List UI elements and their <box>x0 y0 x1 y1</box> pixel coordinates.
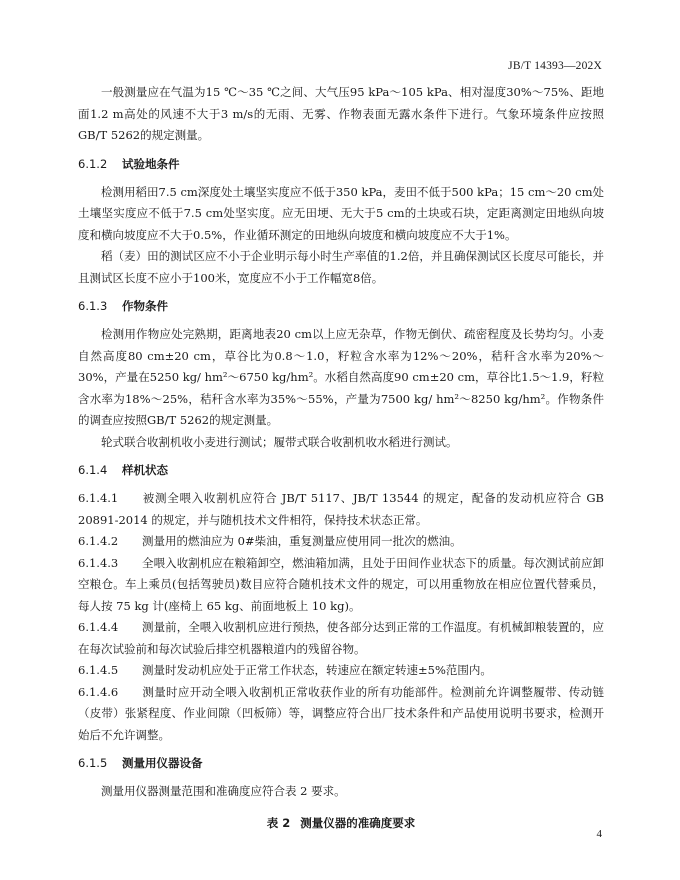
page-number: 4 <box>596 828 602 840</box>
paragraph: 检测用作物应处完熟期，距离地表20 cm以上应无杂草，作物无倒伏、疏密程度及长势均匀。小麦自然高度80 cm±20 cm，草谷比为0.8～1.0，籽粒含水率为12%～20%，秸秆含水率为20%～30%，产量在5250 kg/ hm²～6750 kg/hm²。水稻自然高度90 cm±20 cm，草谷比1.5～1.9，籽粒含水率为18%～25%，秸秆含水率为35%～55%，产量为7500 kg/ hm²～8250 kg/hm²。作物条件的调查应按照GB/T 5262的规定测量。 <box>78 327 604 427</box>
list-item <box>78 660 604 682</box>
section-heading-6-1-4 <box>78 461 604 479</box>
item-number: 6.1.4.3 <box>78 555 119 570</box>
list-item <box>78 553 604 618</box>
table-caption <box>78 815 604 831</box>
paragraph: 稻（麦）田的测试区应不小于企业明示每小时生产率值的1.2倍，并且确保测试区长度尽可能长，并且测试区长度不应小于100米，宽度应不小于工作幅宽8倍。 <box>78 249 604 285</box>
section-number: 6.1.2 <box>78 156 108 171</box>
section-number: 6.1.4 <box>78 463 108 477</box>
item-number: 6.1.4.6 <box>78 684 119 699</box>
item-text: 测量时应开动全喂入收割机正常收获作业的所有功能部件。检测前允许调整履带、传动链（皮带）张紧程度、作业间隙（凹板筛）等，调整应符合出厂技术条件和产品使用说明书要求，检测开始后不允许调整。 <box>78 684 604 742</box>
table-title: 测量仪器的准确度要求 <box>300 815 416 830</box>
table-label: 表 2 <box>266 815 291 830</box>
item-number: 6.1.4.5 <box>78 663 119 677</box>
item-text: 测量时发动机应处于正常工作状态，转速应在额定转速±5%范围内。 <box>142 663 492 677</box>
paragraph: 测量用仪器测量范围和准确度应符合表 2 要求。 <box>101 784 346 798</box>
standard-number: JB/T 14393—202X <box>508 60 602 72</box>
section-title: 测量用仪器设备 <box>122 756 203 770</box>
section-heading-6-1-5 <box>78 754 604 772</box>
paragraph: 检测用稻田7.5 cm深度处土壤坚实度应不低于350 kPa，麦田不低于500 kPa；15 cm～20 cm处土壤坚实度应不低于7.5 cm处坚实度。应无田埂、无大于5 cm的土块或石块，定距离测定田地纵向坡度和横向坡度应不大于0.5%，作业循环测定的田地纵向坡度和横向坡度应不大于1%。 <box>78 184 604 242</box>
section-number: 6.1.3 <box>78 299 108 313</box>
list-item <box>78 617 604 660</box>
item-text: 被测全喂入收割机应符合 JB/T 5117、JB/T 13544 的规定，配备的发动机应符合 GB 20891-2014 的规定，并与随机技术文件相符，保持技术状态正常。 <box>78 491 604 527</box>
paragraph: 轮式联合收割机收小麦进行测试；履带式联合收割机收水稻进行测试。 <box>101 434 458 449</box>
intro-paragraph: 一般测量应在气温为15 ℃～35 ℃之间、大气压95 kPa～105 kPa、相对湿度30%～75%、距地面1.2 m高处的风速不大于3 m/s的无雨、无雾、作物表面无露水条件下进行。气象环境条件应按照GB/T 5262的规定测量。 <box>78 85 604 142</box>
list-item <box>78 488 604 531</box>
document-body <box>78 82 604 831</box>
item-number: 6.1.4.1 <box>78 491 119 505</box>
item-text: 测量前，全喂入收割机应进行预热，使各部分达到正常的工作温度。有机械卸粮装置的，应在每次试验前和每次试验后排空机器粮道内的残留谷物。 <box>78 620 604 656</box>
section-title: 作物条件 <box>122 299 168 313</box>
item-number: 6.1.4.4 <box>78 620 119 634</box>
section-title: 样机状态 <box>122 463 168 477</box>
section-heading-6-1-3 <box>78 297 604 315</box>
section-title: 试验地条件 <box>122 156 180 171</box>
item-text: 测量用的燃油应为 0#柴油，重复测量应使用同一批次的燃油。 <box>142 534 462 548</box>
item-number: 6.1.4.2 <box>78 534 119 548</box>
list-item <box>78 531 604 553</box>
item-text: 全喂入收割机应在粮箱卸空，燃油箱加满，且处于田间作业状态下的质量。每次测试前应卸空粮仓。车上乘员(包括驾驶员)数目应符合随机技术文件的规定，可以用重物放在相应位置代替乘员，每人按 75 kg 计(座椅上 65 kg、前面地板上 10 kg)。 <box>78 555 604 613</box>
section-heading-6-1-2 <box>78 155 604 173</box>
list-item <box>78 682 604 747</box>
section-number: 6.1.5 <box>78 756 108 770</box>
